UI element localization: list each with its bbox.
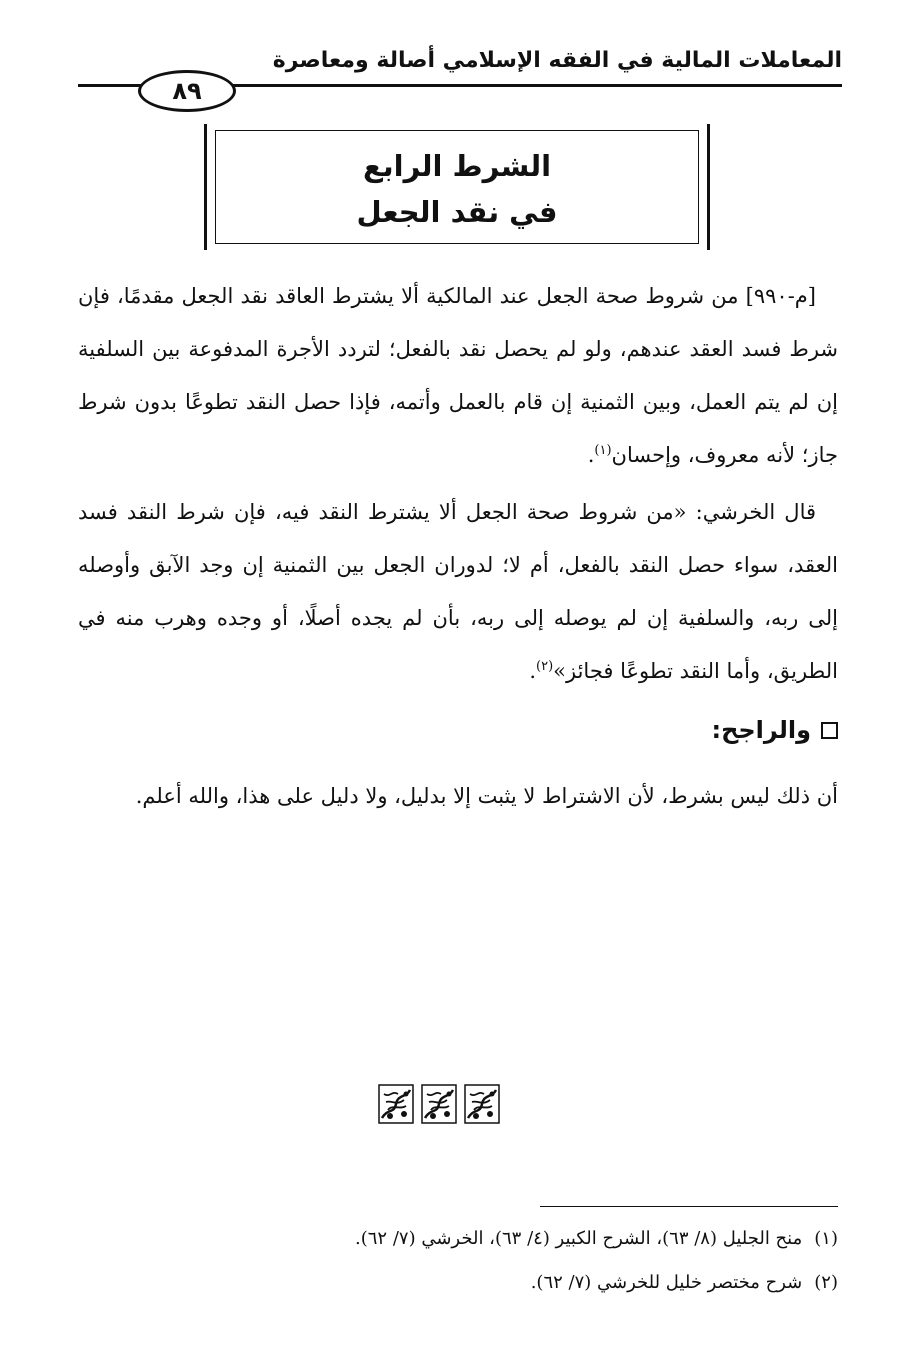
section-end-ornament: [378, 1084, 500, 1124]
floral-ornament-icon: [421, 1084, 457, 1124]
floral-ornament-icon: [378, 1084, 414, 1124]
footnote-ref-1: (١): [594, 443, 612, 458]
preponderant-view-heading-text: والراجح:: [711, 716, 811, 744]
footnote-2: [531, 1272, 838, 1293]
footnote-1: [355, 1228, 838, 1249]
footnote-1-text: منح الجليل (٨/ ٦٣)، الشرح الكبير (٤/ ٦٣)، الخرشي (٧/ ٦٢).: [355, 1228, 803, 1249]
section-title-line-2: في نقد الجعل: [356, 195, 558, 229]
footnote-2-marker: (٢): [814, 1272, 838, 1293]
paragraph-1-end: .: [587, 443, 595, 467]
floral-ornament-icon: [464, 1084, 500, 1124]
running-header-title: المعاملات المالية في الفقه الإسلامي أصالة ومعاصرة: [272, 48, 842, 73]
section-title-box: [204, 124, 710, 250]
paragraph-2-end: .: [529, 659, 537, 683]
footnote-ref-2: (٢): [536, 659, 554, 674]
paragraph-1: [78, 270, 838, 482]
section-title-frame: [215, 130, 699, 244]
preponderant-view-paragraph: أن ذلك ليس بشرط، لأن الاشتراط لا يثبت إلا بدليل، ولا دليل على هذا، والله أعلم.: [135, 784, 838, 808]
footnote-1-marker: (١): [814, 1228, 838, 1249]
square-bullet-icon: [821, 722, 838, 739]
footnote-2-text: شرح مختصر خليل للخرشي (٧/ ٦٢).: [530, 1272, 803, 1293]
paragraph-2-text: قال الخرشي: «من شروط صحة الجعل ألا يشترط النقد فيه، فإن شرط النقد فسد العقد، سواء حصل النقد بالفعل، أم لا؛ لدوران الجعل بين الثمنية إن وجد الآبق وأوصله إلى ربه، والسلفية إن لم يوصله إلى ربه، بأن لم يجده أصلًا، أو وجده وهرب منه في الطريق، وأما النقد تطوعًا فجائز»: [78, 500, 838, 683]
paragraph-2: [78, 486, 838, 698]
section-title-line-1: الشرط الرابع: [362, 149, 552, 183]
footnote-separator: [540, 1206, 838, 1207]
page-number: ٨٩: [138, 70, 236, 112]
paragraph-1-text: [م-٩٩٠] من شروط صحة الجعل عند المالكية ألا يشترط العاقد نقد الجعل مقدمًا، فإن شرط فسد العقد عندهم، ولو لم يحصل نقد بالفعل؛ لتردد الأجرة المدفوعة بين السلفية إن لم يتم العمل، وبين الثمنية إن قام بالعمل وأتمه، فإذا حصل النقد تطوعًا بدون شرط جاز؛ لأنه معروف، وإحسان: [78, 284, 838, 467]
preponderant-view-heading: [711, 716, 838, 744]
